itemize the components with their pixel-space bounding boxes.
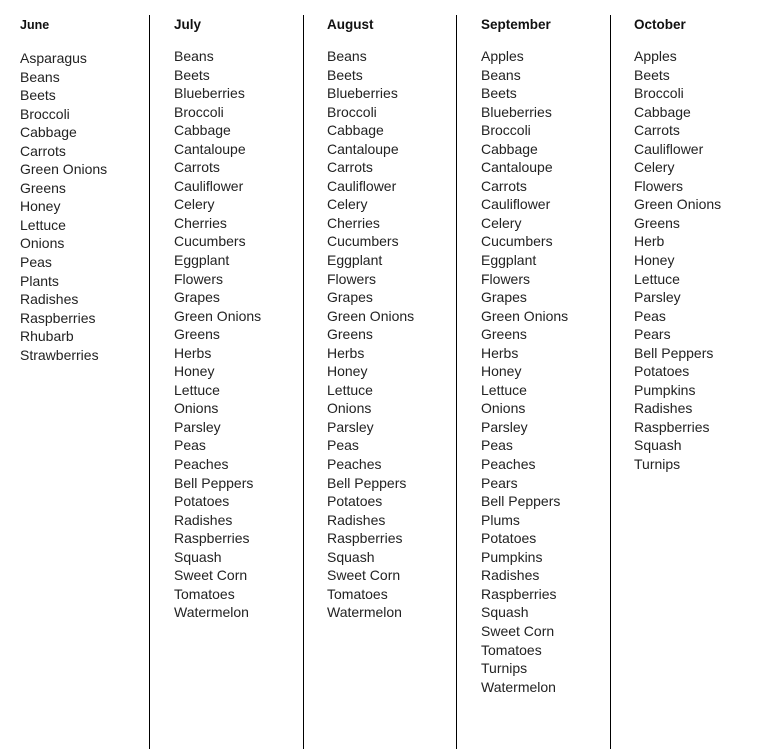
produce-item: Peas	[327, 437, 359, 454]
produce-item: Flowers	[634, 177, 684, 194]
produce-item: Watermelon	[327, 604, 402, 621]
produce-item: Rhubarb	[20, 328, 74, 345]
produce-item: Broccoli	[481, 122, 531, 139]
produce-item: Green Onions	[174, 307, 262, 324]
produce-item: Green Onions	[481, 307, 569, 324]
produce-item: Beans	[481, 66, 521, 83]
produce-item: Beets	[481, 85, 517, 102]
produce-item: Cabbage	[481, 140, 538, 157]
produce-item: Turnips	[634, 456, 681, 473]
produce-item: Cucumbers	[481, 233, 553, 250]
produce-item: Cabbage	[634, 103, 691, 120]
produce-list	[481, 47, 568, 696]
produce-item: Cauliflower	[174, 177, 244, 194]
produce-item: Peas	[481, 437, 513, 454]
produce-list	[174, 47, 261, 622]
produce-item: Apples	[634, 48, 677, 64]
produce-item: Carrots	[481, 177, 527, 194]
produce-item: Green Onions	[20, 161, 108, 178]
produce-item: Cabbage	[327, 122, 384, 139]
produce-item: Peaches	[327, 456, 382, 473]
produce-list	[327, 47, 414, 622]
produce-item: Squash	[174, 548, 222, 565]
produce-item: Greens	[481, 326, 527, 343]
produce-item: Potatoes	[327, 493, 383, 510]
produce-item: Carrots	[634, 122, 680, 139]
produce-item: Broccoli	[327, 103, 377, 120]
month-heading: July	[174, 17, 202, 32]
produce-item: Potatoes	[481, 530, 537, 547]
produce-item: Peaches	[481, 456, 536, 473]
produce-item: Eggplant	[481, 252, 537, 269]
produce-item: Honey	[634, 252, 675, 269]
produce-item: Honey	[327, 363, 368, 380]
produce-item: Onions	[327, 400, 372, 417]
produce-item: Peas	[174, 437, 206, 454]
produce-item: Plums	[481, 511, 520, 528]
produce-item: Plants	[20, 272, 59, 289]
produce-item: Turnips	[481, 660, 528, 677]
produce-item: Asparagus	[20, 50, 87, 66]
produce-item: Greens	[174, 326, 220, 343]
produce-item: Tomatoes	[327, 585, 388, 602]
produce-item: Greens	[20, 179, 66, 196]
produce-item: Green Onions	[327, 307, 415, 324]
produce-item: Greens	[327, 326, 373, 343]
produce-item: Onions	[20, 235, 65, 252]
produce-item: Herbs	[481, 344, 519, 361]
produce-item: Blueberries	[327, 85, 398, 102]
produce-item: Watermelon	[174, 604, 249, 621]
produce-item: Lettuce	[634, 270, 680, 287]
produce-item: Celery	[327, 196, 368, 213]
produce-item: Apples	[481, 48, 524, 64]
produce-item: Cantaloupe	[481, 159, 553, 176]
produce-item: Broccoli	[20, 105, 70, 122]
produce-item: Onions	[174, 400, 219, 417]
produce-item: Cauliflower	[327, 177, 397, 194]
produce-item: Lettuce	[174, 381, 220, 398]
produce-item: Blueberries	[481, 103, 552, 120]
produce-item: Sweet Corn	[327, 567, 401, 584]
month-heading: September	[481, 17, 551, 32]
produce-item: Blueberries	[174, 85, 245, 102]
produce-item: Bell Peppers	[634, 344, 714, 361]
produce-item: Herbs	[174, 344, 212, 361]
produce-item: Lettuce	[327, 381, 373, 398]
produce-item: Squash	[634, 437, 682, 454]
produce-item: Bell Peppers	[327, 474, 407, 491]
produce-item: Radishes	[174, 511, 233, 528]
produce-item: Cucumbers	[174, 233, 246, 250]
produce-item: Radishes	[634, 400, 693, 417]
produce-item: Raspberries	[327, 530, 403, 547]
produce-item: Peas	[634, 307, 666, 324]
produce-item: Tomatoes	[174, 585, 235, 602]
produce-item: Raspberries	[481, 585, 557, 602]
produce-item: Honey	[481, 363, 522, 380]
produce-item: Cabbage	[174, 122, 231, 139]
produce-item: Peas	[20, 254, 52, 271]
produce-item: Sweet Corn	[481, 622, 555, 639]
month-heading: June	[20, 18, 50, 32]
produce-item: Watermelon	[481, 678, 556, 695]
produce-item: Honey	[20, 198, 61, 215]
produce-item: Cherries	[327, 214, 380, 231]
produce-item: Celery	[481, 214, 522, 231]
produce-item: Beets	[20, 87, 56, 104]
produce-item: Tomatoes	[481, 641, 542, 658]
produce-item: Carrots	[174, 159, 220, 176]
produce-item: Potatoes	[634, 363, 690, 380]
column-divider	[610, 15, 611, 749]
column-divider	[303, 15, 304, 749]
produce-item: Beets	[174, 66, 210, 83]
produce-item: Cabbage	[20, 124, 77, 141]
produce-item: Herbs	[327, 344, 365, 361]
produce-item: Cantaloupe	[174, 140, 246, 157]
produce-item: Flowers	[174, 270, 224, 287]
produce-item: Grapes	[481, 289, 527, 306]
column-divider	[149, 15, 150, 749]
produce-item: Squash	[327, 548, 375, 565]
produce-item: Squash	[481, 604, 529, 621]
produce-item: Radishes	[20, 291, 79, 308]
produce-item: Parsley	[327, 418, 374, 435]
produce-item: Honey	[174, 363, 215, 380]
produce-list	[20, 49, 107, 364]
produce-item: Broccoli	[634, 85, 684, 102]
produce-item: Onions	[481, 400, 526, 417]
produce-item: Bell Peppers	[481, 493, 561, 510]
produce-item: Beans	[20, 68, 60, 85]
produce-item: Cauliflower	[634, 140, 704, 157]
month-heading: October	[634, 17, 686, 32]
produce-item: Lettuce	[20, 216, 66, 233]
produce-item: Eggplant	[327, 252, 383, 269]
produce-item: Bell Peppers	[174, 474, 254, 491]
produce-item: Eggplant	[174, 252, 230, 269]
produce-item: Celery	[634, 159, 675, 176]
produce-item: Sweet Corn	[174, 567, 248, 584]
produce-item: Broccoli	[174, 103, 224, 120]
produce-list	[634, 47, 721, 474]
produce-item: Green Onions	[634, 196, 722, 213]
produce-item: Flowers	[327, 270, 377, 287]
produce-item: Cauliflower	[481, 196, 551, 213]
produce-item: Raspberries	[634, 418, 710, 435]
produce-item: Greens	[634, 214, 680, 231]
produce-item: Grapes	[327, 289, 373, 306]
produce-item: Radishes	[481, 567, 540, 584]
produce-item: Grapes	[174, 289, 220, 306]
produce-item: Radishes	[327, 511, 386, 528]
produce-item: Cucumbers	[327, 233, 399, 250]
produce-item: Beans	[174, 48, 214, 64]
produce-item: Pumpkins	[634, 381, 696, 398]
produce-item: Raspberries	[174, 530, 250, 547]
produce-item: Cherries	[174, 214, 227, 231]
produce-item: Cantaloupe	[327, 140, 399, 157]
produce-item: Peaches	[174, 456, 229, 473]
produce-item: Flowers	[481, 270, 531, 287]
produce-item: Carrots	[20, 142, 66, 159]
produce-item: Carrots	[327, 159, 373, 176]
produce-item: Parsley	[174, 418, 221, 435]
produce-item: Pears	[634, 326, 671, 343]
produce-item: Beans	[327, 48, 367, 64]
produce-item: Herb	[634, 233, 665, 250]
produce-item: Pumpkins	[481, 548, 543, 565]
produce-item: Potatoes	[174, 493, 230, 510]
produce-item: Celery	[174, 196, 215, 213]
column-divider	[456, 15, 457, 749]
month-heading: August	[327, 17, 374, 32]
produce-item: Strawberries	[20, 346, 99, 363]
produce-item: Beets	[634, 66, 670, 83]
produce-item: Lettuce	[481, 381, 527, 398]
produce-item: Beets	[327, 66, 363, 83]
produce-item: Parsley	[634, 289, 681, 306]
produce-item: Parsley	[481, 418, 528, 435]
produce-item: Raspberries	[20, 309, 96, 326]
produce-item: Pears	[481, 474, 518, 491]
